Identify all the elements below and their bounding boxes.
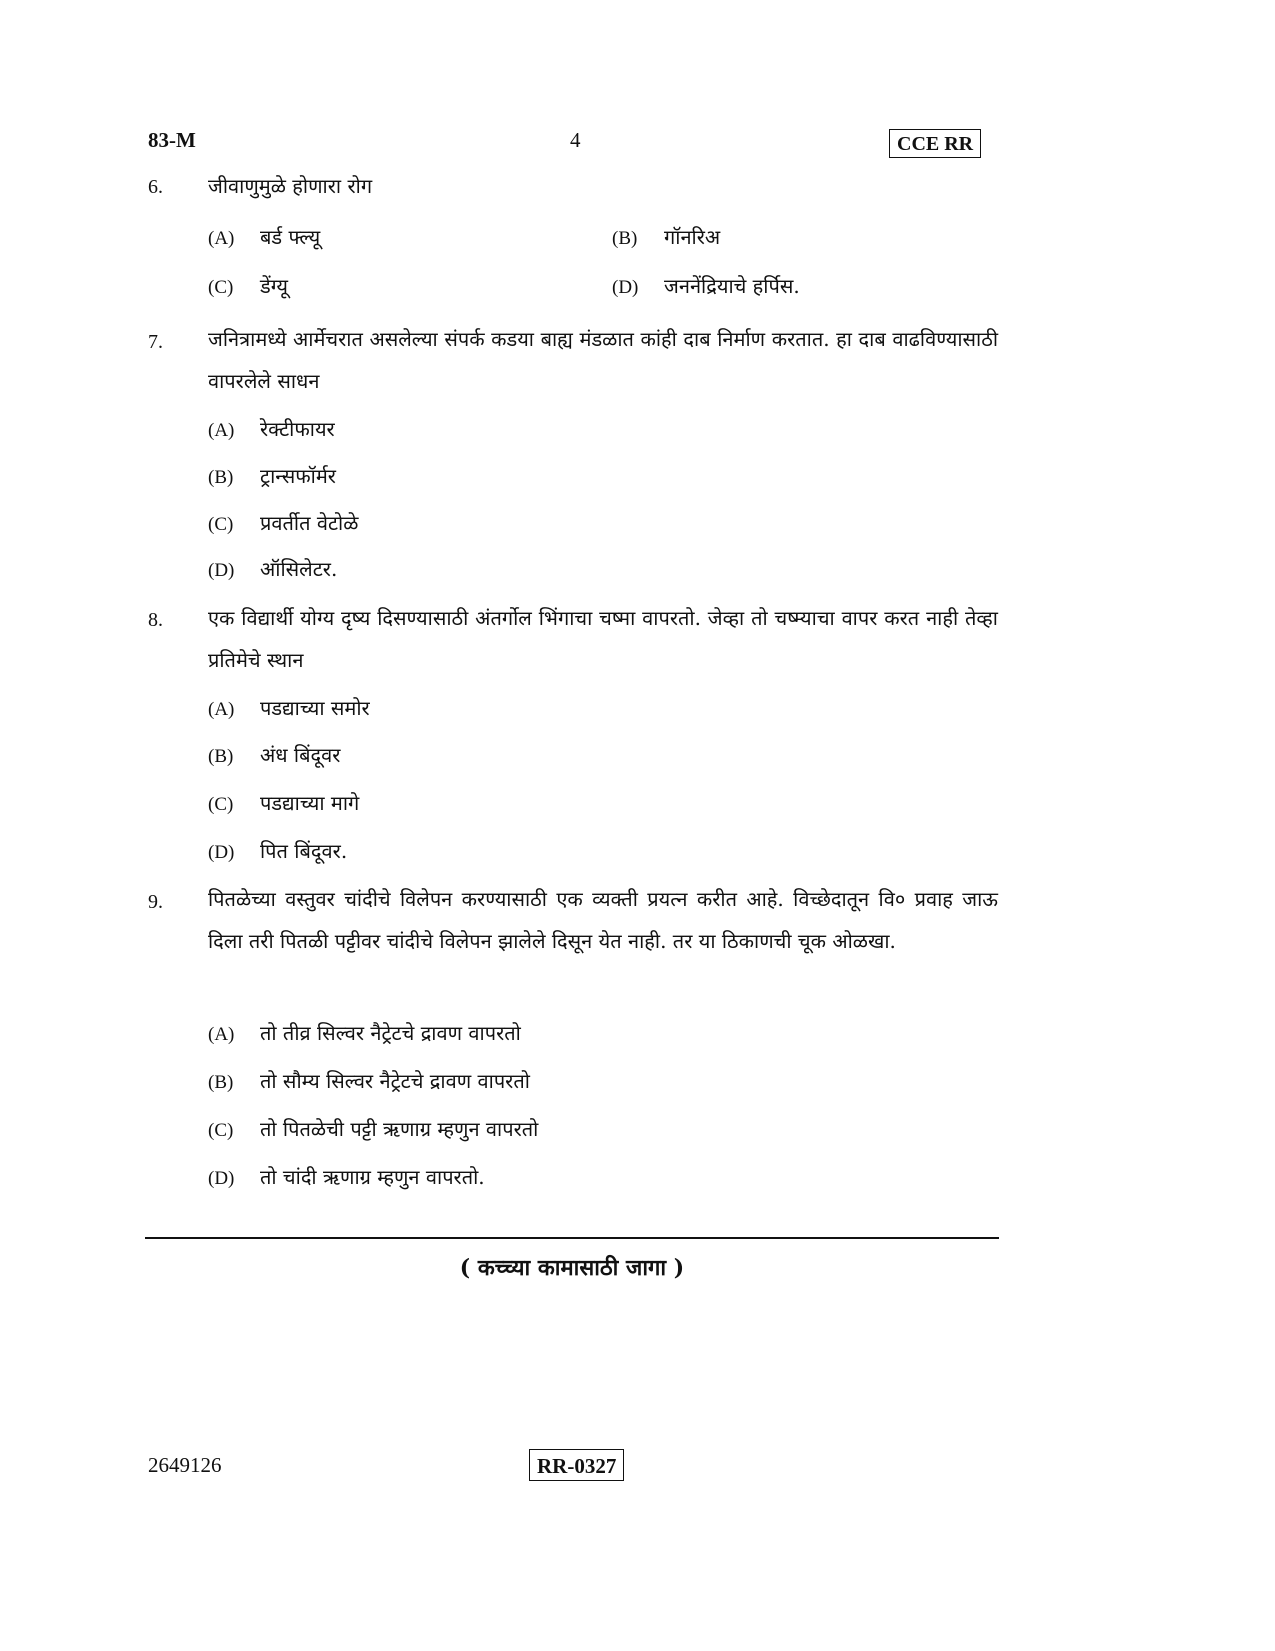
- question-number: 6.: [148, 176, 163, 198]
- option-text: तो तीव्र सिल्वर नैट्रेटचे द्रावण वापरतो: [260, 1021, 521, 1045]
- page-number: 4: [570, 128, 581, 152]
- option-c: [208, 509, 358, 536]
- option-a: [208, 415, 335, 442]
- question-text: जीवाणुमुळे होणारा रोग: [208, 174, 373, 198]
- option-c: [208, 789, 359, 816]
- divider-rule: [145, 1237, 999, 1239]
- option-b: [208, 1067, 530, 1094]
- question-text: एक विद्यार्थी योग्य दृष्य दिसण्यासाठी अंतर्गोल भिंगाचा चष्मा वापरतो. जेव्हा तो चष्म्याचा वापर करत नाही तेव्हा प्रतिमेचे स्थान: [208, 606, 998, 672]
- option-text: तो पितळेची पट्टी ऋणाग्र म्हणुन वापरतो: [260, 1117, 539, 1141]
- option-text: तो चांदी ऋणाग्र म्हणुन वापरतो.: [260, 1165, 485, 1189]
- option-text: गॉनरिअ: [664, 225, 721, 249]
- option-text: जननेंद्रियाचे हर्पिस.: [664, 274, 800, 298]
- option-label: (C): [208, 1120, 234, 1141]
- option-text: ऑसिलेटर.: [260, 557, 338, 581]
- option-b: [208, 741, 340, 768]
- option-b: [208, 462, 336, 489]
- paper-code: 83-M: [148, 128, 196, 152]
- option-d: [208, 555, 337, 582]
- option-label: (B): [612, 228, 638, 249]
- option-text: पित बिंदूवर.: [260, 839, 348, 863]
- option-label: (B): [208, 746, 234, 767]
- option-a: [208, 694, 370, 721]
- option-label: (A): [208, 699, 235, 720]
- booklet-code-box: RR-0327: [529, 1449, 624, 1481]
- option-label: (A): [208, 1024, 235, 1045]
- question-number: 8.: [148, 609, 163, 631]
- option-label: (A): [208, 420, 235, 441]
- option-text: प्रवर्तीत वेटोळे: [260, 511, 359, 535]
- option-label: (A): [208, 228, 235, 249]
- option-text: ट्रान्सफॉर्मर: [260, 464, 336, 488]
- series-box: CCE RR: [889, 129, 981, 158]
- option-label: (B): [208, 467, 234, 488]
- option-text: पडद्याच्या समोर: [260, 696, 370, 720]
- option-text: बर्ड फ्ल्यू: [260, 225, 321, 249]
- option-c: [208, 272, 288, 299]
- option-text: तो सौम्य सिल्वर नैट्रेटचे द्रावण वापरतो: [260, 1069, 530, 1093]
- question-number: 7.: [148, 331, 163, 353]
- option-label: (D): [208, 842, 235, 863]
- option-label: (C): [208, 514, 234, 535]
- option-text: पडद्याच्या मागे: [260, 791, 360, 815]
- option-label: (B): [208, 1072, 234, 1093]
- rough-work-label: ( कच्च्या कामासाठी जागा ): [459, 1255, 685, 1281]
- option-label: (C): [208, 277, 234, 298]
- option-text: डेंग्यू: [260, 274, 288, 298]
- option-text: अंध बिंदूवर: [260, 743, 341, 767]
- serial-number: 2649126: [148, 1453, 222, 1477]
- option-c: [208, 1115, 538, 1142]
- option-text: रेक्टीफायर: [260, 417, 335, 441]
- question-number: 9.: [148, 891, 163, 913]
- question-text: जनित्रामध्ये आर्मेचरात असलेल्या संपर्क कडया बाह्य मंडळात कांही दाब निर्माण करतात. हा दाब वाढविण्यासाठी वापरलेले साधन: [208, 327, 998, 393]
- option-d: [208, 837, 347, 864]
- question-text: पितळेच्या वस्तुवर चांदीचे विलेपन करण्यासाठी एक व्यक्ती प्रयत्न करीत आहे. विच्छेदातून वि० प्रवाह जाऊ दिला तरी पितळी पट्टीवर चांदीचे विलेपन झालेले दिसून येत नाही. तर या ठिकाणची चूक ओळखा.: [208, 887, 998, 953]
- option-d: [208, 1163, 485, 1190]
- option-label: (D): [208, 560, 235, 581]
- option-label: (D): [208, 1168, 235, 1189]
- option-label: (D): [612, 277, 639, 298]
- option-a: [208, 1019, 521, 1046]
- option-b: [612, 223, 720, 250]
- option-label: (C): [208, 794, 234, 815]
- option-a: [208, 223, 320, 250]
- option-d: [612, 272, 800, 299]
